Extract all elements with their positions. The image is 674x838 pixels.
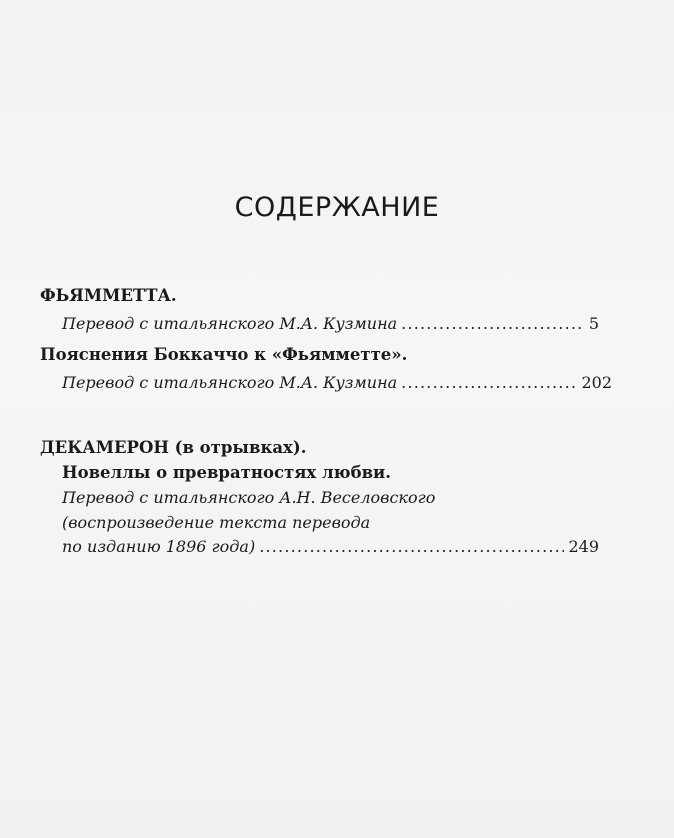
- toc-entry-line: Перевод с итальянского А.Н. Веселовского: [62, 488, 436, 507]
- page-title: СОДЕРЖАНИЕ: [234, 192, 440, 223]
- toc-section-title-fiammetta: ФЬЯММЕТТА.: [40, 286, 177, 305]
- toc-entry-text: Перевод с итальянского М.А. Кузмина: [62, 373, 398, 392]
- toc-page-number: 5: [588, 314, 599, 333]
- dot-leader: [259, 537, 564, 556]
- toc-section-subtitle-decameron: Новеллы о превратностях любви.: [62, 463, 392, 482]
- toc-entry-decameron[interactable]: [62, 537, 599, 556]
- toc-section-title-explanations: Пояснения Боккаччо к «Фьямметте».: [40, 345, 408, 364]
- toc-page-number: 202: [581, 373, 612, 392]
- toc-entry-line: (воспроизведение текста перевода: [62, 513, 371, 532]
- toc-entry-text: Перевод с итальянского М.А. Кузмина: [62, 314, 398, 333]
- toc-entry-fiammetta[interactable]: [62, 314, 599, 333]
- toc-page-number: 249: [568, 537, 599, 556]
- toc-section-title-decameron: ДЕКАМЕРОН (в отрывках).: [40, 438, 307, 457]
- toc-entry-text: по изданию 1896 года): [62, 537, 256, 556]
- dot-leader: [401, 314, 585, 333]
- toc-entry-explanations[interactable]: [62, 373, 612, 392]
- dot-leader: [401, 373, 577, 392]
